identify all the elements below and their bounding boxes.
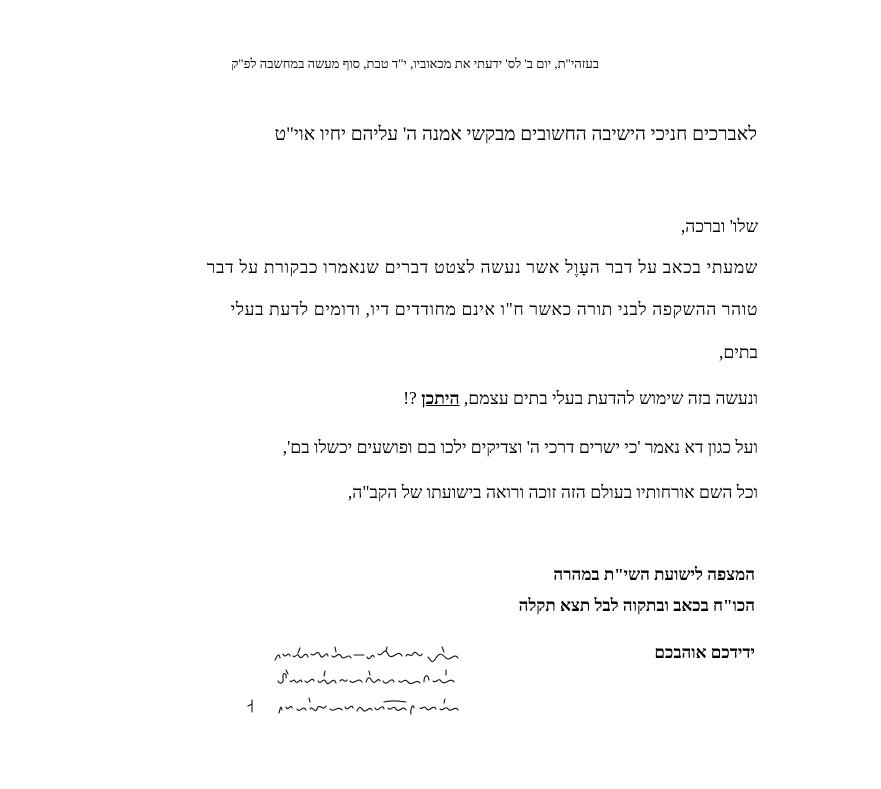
paragraph-4: וכל השם אורחותיו בעולם הזה זוכה ורואה בישועתו של הקב"ה, (347, 482, 758, 502)
closing-line-3: ידידכם אוהבכם (654, 643, 755, 662)
paragraph-2 (403, 388, 758, 409)
paragraph-3: ועל כגון דא נאמר 'כי ישרים דרכי ה' וצדיקים ילכו בם ופושעים יכשלו בם', (282, 437, 758, 457)
paragraph-2-text: ונעשה בזה שימוש להדעת בעלי בתים עצמם, (459, 388, 758, 408)
closing-line-1: המצפה לישועת השי"ת במהרה (553, 565, 755, 584)
paragraph-1-line-1: שמעתי בכאב על דבר העָוֶל אשר נעשה לצטט דברים שנאמרו כבקורת על דבר (206, 257, 758, 277)
address-line: לאברכים חניכי הישיבה החשובים מבקשי אמנה ה' עליהם יחיו אוי"ט (274, 124, 757, 145)
dateline: בעזהי"ת, יום ב' לס' ידעתי את מכאוביו, י"ד טבת, סוף מעשה במחשבה לפ"ק (231, 56, 599, 71)
greeting: שלו' וברכה, (680, 216, 758, 236)
paragraph-1-line-3: בתים, (719, 342, 758, 362)
paragraph-2-punctuation: ?! (403, 388, 422, 408)
emphasized-word: היתכן (421, 388, 460, 408)
handwritten-signature (208, 644, 468, 722)
paragraph-1-line-2: טוהר ההשקפה לבני תורה כאשר ח"ו אינם מחודדים דיו, ודומים לדעת בעלי (230, 299, 758, 319)
closing-line-2: הכו"ח בכאב ובתקוה לבל תצא תקלה (518, 596, 755, 615)
